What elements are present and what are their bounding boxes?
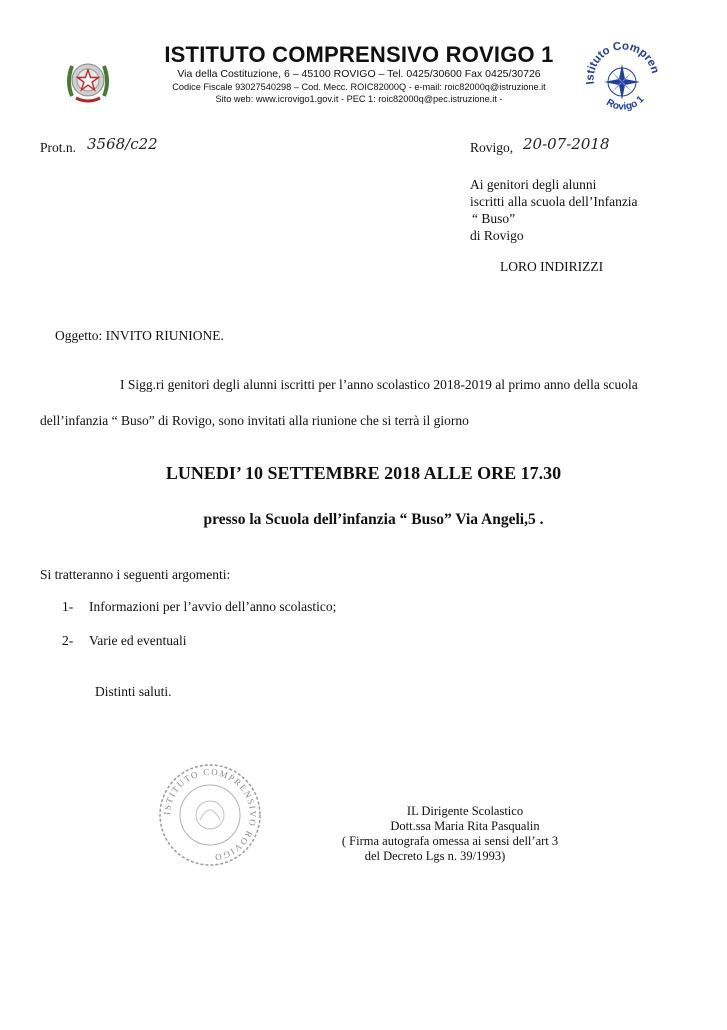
recipient-line: iscritti alla scuola dell’Infanzia xyxy=(470,194,638,209)
recipient-line: Ai genitori degli alunni xyxy=(470,177,597,192)
list-item-number: 2- xyxy=(62,633,74,648)
recipient-line: “ Buso” xyxy=(472,211,516,226)
list-item-text: Varie ed eventuali xyxy=(89,633,187,648)
subject-line: Oggetto: INVITO RIUNIONE. xyxy=(55,328,224,343)
school-name: ISTITUTO COMPRENSIVO ROVIGO 1 xyxy=(164,42,554,67)
logo-text-bottom: Rovigo 1 xyxy=(604,94,647,113)
signature-block xyxy=(300,804,600,864)
signature-note: del Decreto Lgs n. 39/1993) xyxy=(364,849,506,863)
list-item-number: 1- xyxy=(62,599,74,614)
meeting-place: presso la Scuola dell’infanzia “ Buso” Via Angeli,5 . xyxy=(203,511,544,528)
topics-intro: Si tratteranno i seguenti argomenti: xyxy=(40,567,231,582)
stamp-text: ISTITUTO COMPRENSIVO ROVIGO xyxy=(161,766,259,863)
letter-date: 20-07-2018 xyxy=(523,135,610,153)
body-line-2: dell’infanzia “ Buso” di Rovigo, sono invitati alla riunione che si terrà il giorno xyxy=(40,413,469,428)
school-stamp xyxy=(155,760,265,870)
body-line-1: I Sigg.ri genitori degli alunni iscritti per l’anno scolastico 2018-2019 al primo anno della scuola xyxy=(120,377,638,392)
logo-text-top: Istituto Compren xyxy=(584,40,661,86)
place-label: Rovigo, xyxy=(470,140,514,155)
list-item xyxy=(62,599,336,615)
svg-text:ISTITUTO COMPRENSIVO ROVIGO xyxy=(162,767,258,863)
recipient-line: di Rovigo xyxy=(470,228,524,243)
protocol-number: 3568/c22 xyxy=(87,135,158,153)
school-address: Via della Costituzione, 6 – 45100 ROVIGO – Tel. 0425/30600 Fax 0425/30726 xyxy=(177,68,541,80)
signer-title: IL Dirigente Scolastico xyxy=(406,804,524,818)
list-item-text: Informazioni per l’avvio dell’anno scolastico; xyxy=(89,599,337,614)
closing-greeting: Distinti saluti. xyxy=(95,684,172,699)
school-logo xyxy=(582,40,662,120)
recipients-block xyxy=(470,176,690,244)
school-web-info: Sito web: www.icrovigo1.gov.it - PEC 1: roic82000q@pec.istruzione.it - xyxy=(215,94,503,104)
svg-text:Rovigo 1 xyxy=(604,94,647,113)
protocol-label: Prot.n. xyxy=(40,140,77,155)
addresses-note: LORO INDIRIZZI xyxy=(500,259,604,274)
list-item xyxy=(62,633,186,649)
meeting-date: LUNEDI’ 10 SETTEMBRE 2018 ALLE ORE 17.30 xyxy=(165,463,562,483)
republic-emblem xyxy=(62,52,114,106)
signature-note: ( Firma autografa omessa ai sensi dell’art 3 xyxy=(341,834,559,848)
school-fiscal-info: Codice Fiscale 93027540298 – Cod. Mecc. ROIC82000Q - e-mail: roic82000q@istruzione.it xyxy=(172,82,546,92)
signer-name: Dott.ssa Maria Rita Pasqualin xyxy=(390,819,540,833)
